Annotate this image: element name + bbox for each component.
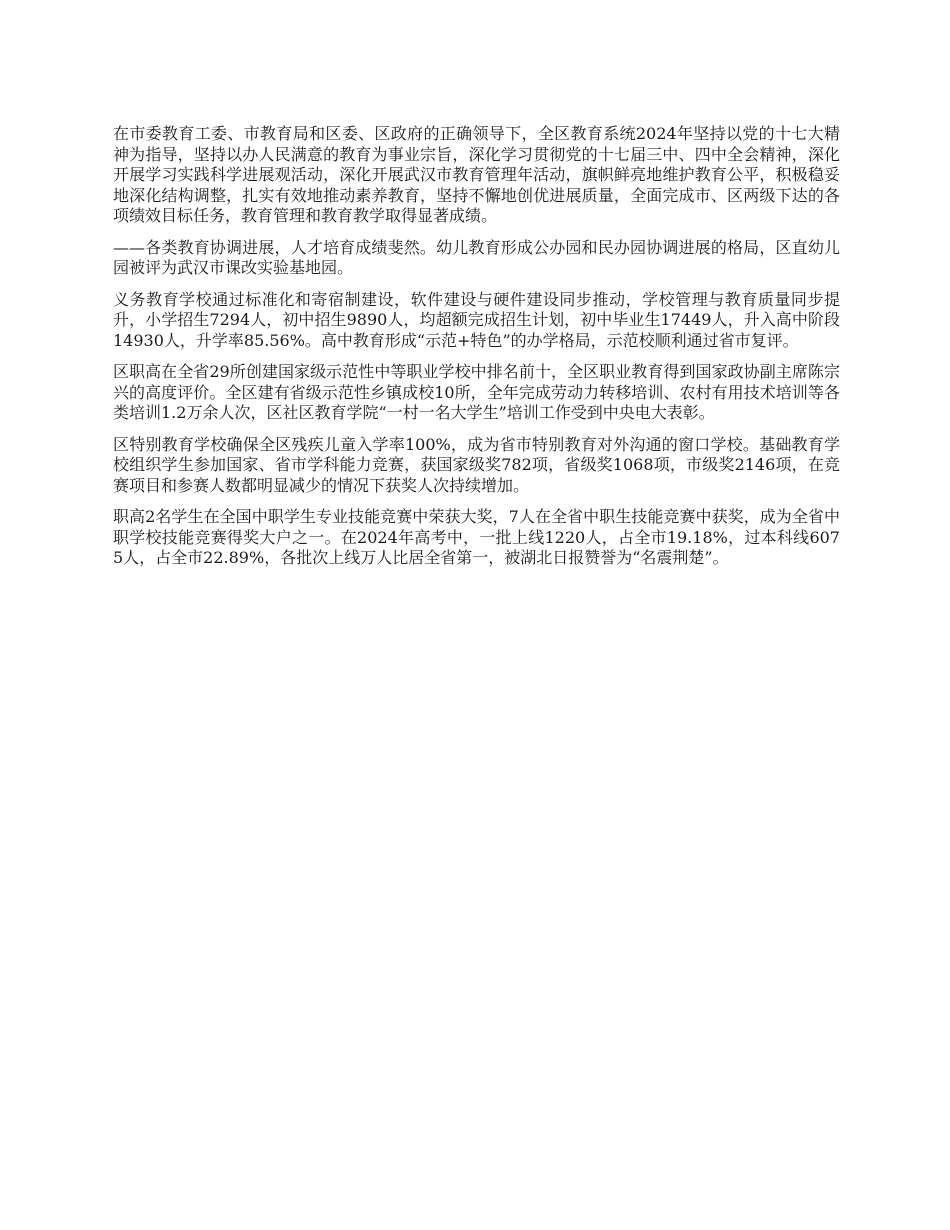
paragraph-intro: 在市委教育工委、市教育局和区委、区政府的正确领导下，全区教育系统2024年坚持以党的十七大精神为指导，坚持以办人民满意的教育为事业宗旨，深化学习贯彻党的十七届三中、四中全会精神，深化开展学习实践科学进展观活动，深化开展武汉市教育管理年活动，旗帜鲜亮地维护教育公平，积极稳妥地深化结构调整，扎实有效地推动素养教育，坚持不懈地创优进展质量，全面完成市、区两级下达的各项绩效目标任务，教育管理和教育教学取得显著成绩。 xyxy=(113,124,840,225)
document-body xyxy=(113,124,840,580)
paragraph-coordinated-development: ——各类教育协调进展，人才培育成绩斐然。幼儿教育形成公办园和民办园协调进展的格局，区直幼儿园被评为武汉市课改实验基地园。 xyxy=(113,237,840,277)
paragraph-special-education: 区特别教育学校确保全区残疾儿童入学率100%，成为省市特别教育对外沟通的窗口学校。基础教育学校组织学生参加国家、省市学科能力竞赛，获国家级奖782项，省级奖1068项，市级奖2146项，在竞赛项目和参赛人数都明显减少的情况下获奖人次持续增加。 xyxy=(113,434,840,495)
paragraph-vocational-education: 区职高在全省29所创建国家级示范性中等职业学校中排名前十，全区职业教育得到国家政协副主席陈宗兴的高度评价。全区建有省级示范性乡镇成校10所，全年完成劳动力转移培训、农村有用技术培训等各类培训1.2万余人次，区社区教育学院“一村一名大学生”培训工作受到中央电大表彰。 xyxy=(113,362,840,422)
paragraph-competition-results: 职高2名学生在全国中职学生专业技能竞赛中荣获大奖，7人在全省中职生技能竞赛中获奖，成为全省中职学校技能竞赛得奖大户之一。在2024年高考中，一批上线1220人，占全市19.18%，过本科线6075人，占全市22.89%，各批次上线万人比居全省第一，被湖北日报赞誉为“名震荆楚”。 xyxy=(113,507,840,567)
paragraph-compulsory-education: 义务教育学校通过标准化和寄宿制建设，软件建设与硬件建设同步推动，学校管理与教育质量同步提升，小学招生7294人，初中招生9890人，均超额完成招生计划，初中毕业生17449人，升入高中阶段14930人，升学率85.56%。高中教育形成“示范+特色”的办学格局，示范校顺利通过省市复评。 xyxy=(113,289,840,350)
